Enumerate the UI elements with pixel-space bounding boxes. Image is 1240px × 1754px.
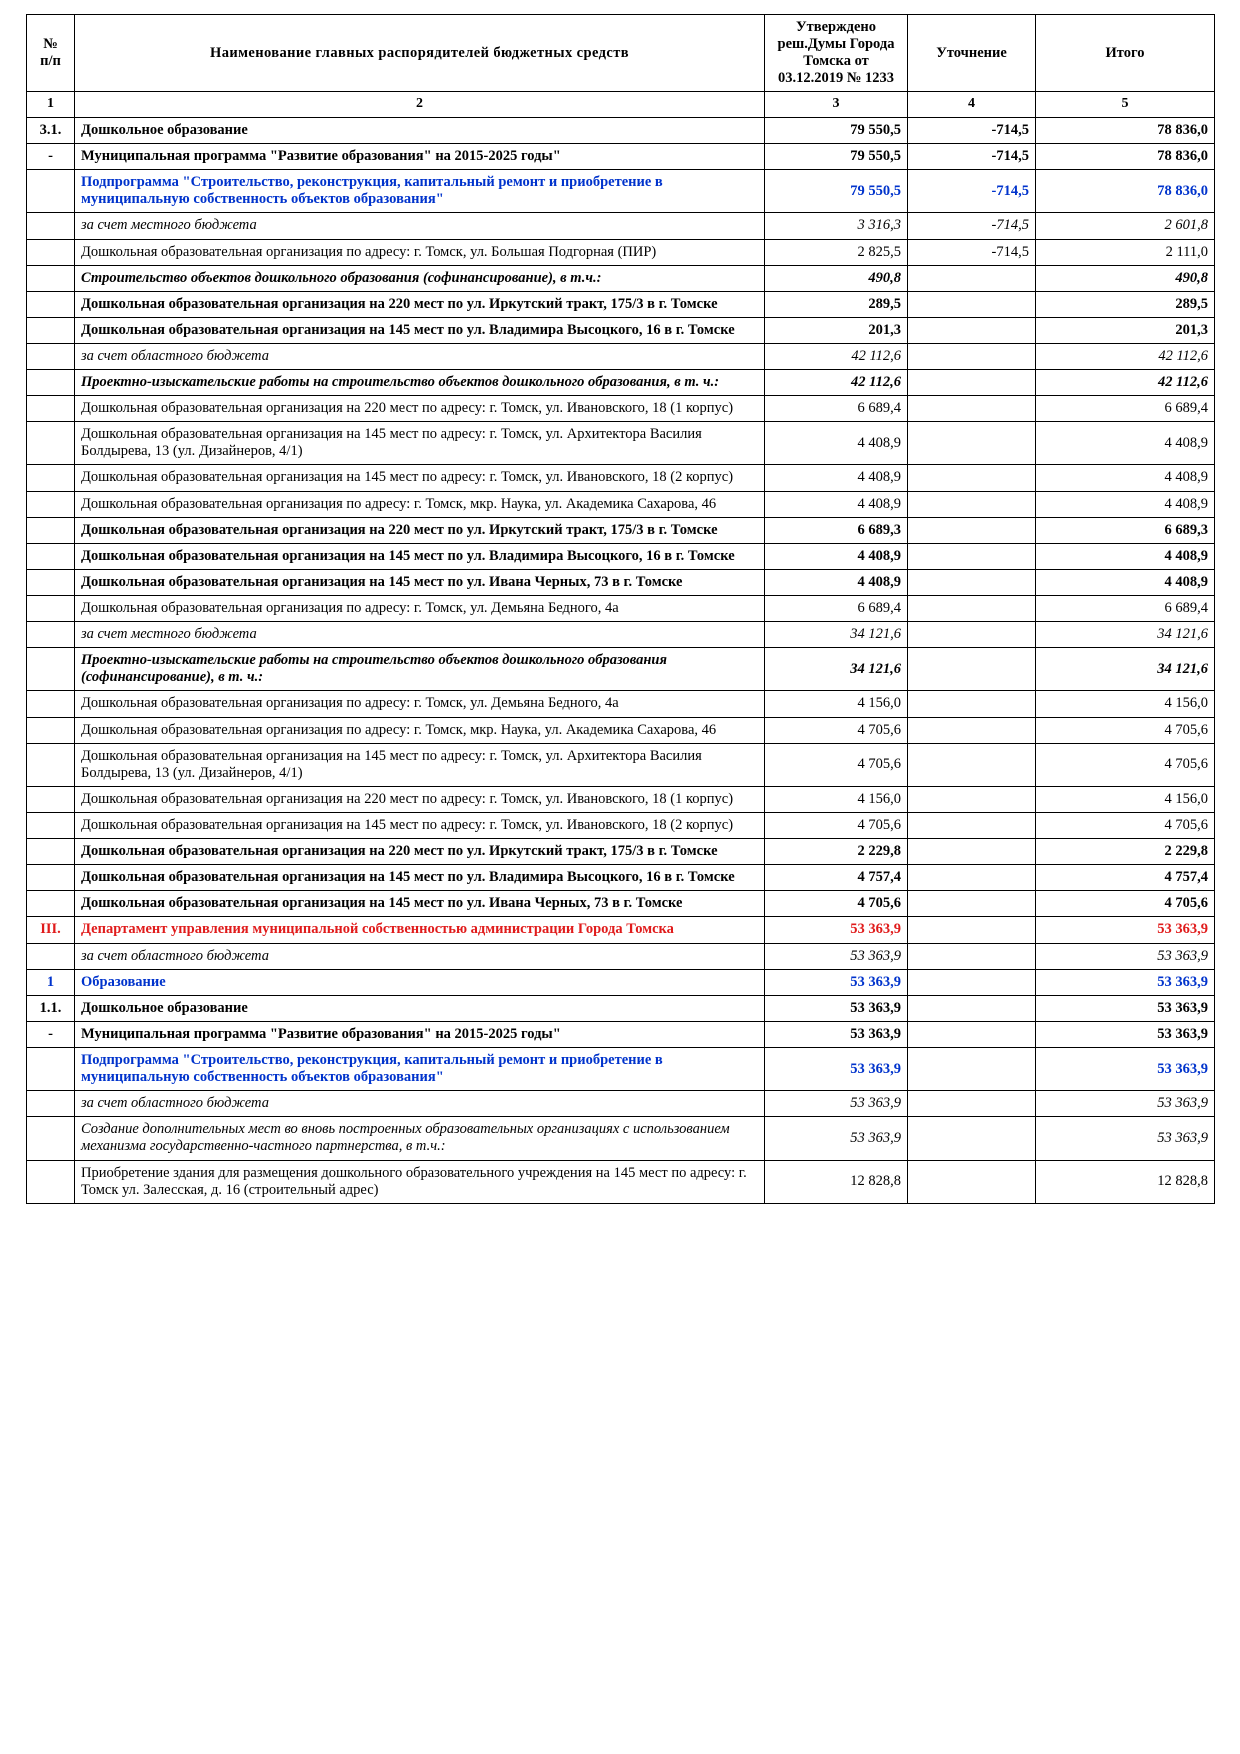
row-approved-value: 42 112,6 xyxy=(765,370,908,396)
row-name: Муниципальная программа "Развитие образования" на 2015-2025 годы" xyxy=(75,1021,765,1047)
row-approved-value: 3 316,3 xyxy=(765,213,908,239)
row-adjustment-value xyxy=(908,1048,1036,1091)
row-total-value: 34 121,6 xyxy=(1036,648,1215,691)
row-approved-value: 289,5 xyxy=(765,291,908,317)
row-index xyxy=(27,396,75,422)
row-index xyxy=(27,517,75,543)
table-row xyxy=(27,343,1215,369)
row-index xyxy=(27,786,75,812)
row-approved-value: 4 705,6 xyxy=(765,891,908,917)
table-row xyxy=(27,491,1215,517)
row-index xyxy=(27,1160,75,1203)
row-approved-value: 79 550,5 xyxy=(765,117,908,143)
row-total-value: 4 705,6 xyxy=(1036,743,1215,786)
row-adjustment-value: -714,5 xyxy=(908,170,1036,213)
row-index xyxy=(27,1091,75,1117)
header-index xyxy=(27,15,75,92)
table-row xyxy=(27,239,1215,265)
table-row xyxy=(27,291,1215,317)
row-approved-value: 53 363,9 xyxy=(765,1048,908,1091)
row-approved-value: 34 121,6 xyxy=(765,622,908,648)
row-total-value: 53 363,9 xyxy=(1036,1117,1215,1160)
row-index xyxy=(27,596,75,622)
table-row xyxy=(27,422,1215,465)
row-name: Дошкольная образовательная организация на 145 мест по ул. Ивана Черных, 73 в г. Томске xyxy=(75,569,765,595)
row-total-value: 2 601,8 xyxy=(1036,213,1215,239)
row-total-value: 289,5 xyxy=(1036,291,1215,317)
row-name: Дошкольная образовательная организация по адресу: г. Томск, ул. Демьяна Бедного, 4а xyxy=(75,596,765,622)
table-row xyxy=(27,969,1215,995)
row-approved-value: 4 705,6 xyxy=(765,813,908,839)
table-row xyxy=(27,839,1215,865)
row-name: Подпрограмма "Строительство, реконструкция, капитальный ремонт и приобретение в муниципальную собственность объектов образования" xyxy=(75,1048,765,1091)
row-name: Департамент управления муниципальной собственностью администрации Города Томска xyxy=(75,917,765,943)
row-approved-value: 6 689,4 xyxy=(765,596,908,622)
row-index xyxy=(27,813,75,839)
row-adjustment-value xyxy=(908,370,1036,396)
table-row xyxy=(27,117,1215,143)
row-adjustment-value xyxy=(908,813,1036,839)
row-approved-value: 4 408,9 xyxy=(765,465,908,491)
table-row xyxy=(27,786,1215,812)
row-approved-value: 12 828,8 xyxy=(765,1160,908,1203)
row-total-value: 42 112,6 xyxy=(1036,370,1215,396)
row-approved-value: 42 112,6 xyxy=(765,343,908,369)
row-index xyxy=(27,543,75,569)
row-index xyxy=(27,717,75,743)
row-adjustment-value xyxy=(908,491,1036,517)
row-index xyxy=(27,622,75,648)
row-approved-value: 4 156,0 xyxy=(765,691,908,717)
row-index: 1 xyxy=(27,969,75,995)
table-row xyxy=(27,213,1215,239)
colnum-5: 5 xyxy=(1036,92,1215,118)
row-index xyxy=(27,291,75,317)
row-adjustment-value: -714,5 xyxy=(908,239,1036,265)
row-adjustment-value xyxy=(908,1021,1036,1047)
row-total-value: 34 121,6 xyxy=(1036,622,1215,648)
header-index-line2: п/п xyxy=(40,53,61,70)
row-adjustment-value xyxy=(908,1091,1036,1117)
row-approved-value: 53 363,9 xyxy=(765,917,908,943)
table-row xyxy=(27,813,1215,839)
row-adjustment-value xyxy=(908,1160,1036,1203)
row-index: 1.1. xyxy=(27,995,75,1021)
row-adjustment-value xyxy=(908,317,1036,343)
row-adjustment-value xyxy=(908,717,1036,743)
row-name: за счет местного бюджета xyxy=(75,622,765,648)
row-index xyxy=(27,648,75,691)
row-name: Дошкольная образовательная организация на 145 мест по адресу: г. Томск, ул. Ивановского, 18 (2 корпус) xyxy=(75,813,765,839)
table-row xyxy=(27,465,1215,491)
colnum-1: 1 xyxy=(27,92,75,118)
row-approved-value: 201,3 xyxy=(765,317,908,343)
row-approved-value: 53 363,9 xyxy=(765,1021,908,1047)
row-name: за счет областного бюджета xyxy=(75,943,765,969)
row-index xyxy=(27,839,75,865)
row-name: Дошкольная образовательная организация по адресу: г. Томск, мкр. Наука, ул. Академика Сахарова, 46 xyxy=(75,717,765,743)
row-name: Дошкольная образовательная организация на 145 мест по адресу: г. Томск, ул. Архитектора Василия Болдырева, 13 (ул. Дизайнеров, 4/1) xyxy=(75,422,765,465)
row-approved-value: 4 757,4 xyxy=(765,865,908,891)
row-adjustment-value xyxy=(908,865,1036,891)
table-row xyxy=(27,543,1215,569)
row-name: за счет областного бюджета xyxy=(75,1091,765,1117)
row-total-value: 6 689,4 xyxy=(1036,596,1215,622)
table-row xyxy=(27,396,1215,422)
table-row xyxy=(27,622,1215,648)
row-name: Проектно-изыскательские работы на строительство объектов дошкольного образования, в т. ч.: xyxy=(75,370,765,396)
row-name: Дошкольная образовательная организация на 220 мест по ул. Иркутский тракт, 175/3 в г. Томске xyxy=(75,517,765,543)
row-total-value: 4 757,4 xyxy=(1036,865,1215,891)
row-index xyxy=(27,491,75,517)
row-total-value: 6 689,4 xyxy=(1036,396,1215,422)
row-total-value: 4 156,0 xyxy=(1036,786,1215,812)
row-approved-value: 6 689,4 xyxy=(765,396,908,422)
row-adjustment-value xyxy=(908,943,1036,969)
row-name: Подпрограмма "Строительство, реконструкция, капитальный ремонт и приобретение в муниципальную собственность объектов образования" xyxy=(75,170,765,213)
row-index xyxy=(27,1048,75,1091)
row-adjustment-value xyxy=(908,691,1036,717)
table-row xyxy=(27,596,1215,622)
row-adjustment-value xyxy=(908,291,1036,317)
table-row xyxy=(27,1021,1215,1047)
row-total-value: 42 112,6 xyxy=(1036,343,1215,369)
row-index xyxy=(27,691,75,717)
row-approved-value: 53 363,9 xyxy=(765,995,908,1021)
row-name: Строительство объектов дошкольного образования (софинансирование), в т.ч.: xyxy=(75,265,765,291)
row-index: 3.1. xyxy=(27,117,75,143)
row-total-value: 4 408,9 xyxy=(1036,465,1215,491)
table-row xyxy=(27,865,1215,891)
row-index xyxy=(27,865,75,891)
row-approved-value: 4 705,6 xyxy=(765,743,908,786)
row-total-value: 2 111,0 xyxy=(1036,239,1215,265)
row-total-value: 53 363,9 xyxy=(1036,943,1215,969)
row-adjustment-value xyxy=(908,422,1036,465)
table-body xyxy=(27,117,1215,1203)
row-approved-value: 4 408,9 xyxy=(765,422,908,465)
row-adjustment-value xyxy=(908,891,1036,917)
row-index xyxy=(27,343,75,369)
table-row xyxy=(27,943,1215,969)
row-index xyxy=(27,370,75,396)
row-approved-value: 34 121,6 xyxy=(765,648,908,691)
row-approved-value: 4 156,0 xyxy=(765,786,908,812)
row-approved-value: 4 408,9 xyxy=(765,569,908,595)
row-adjustment-value xyxy=(908,396,1036,422)
row-name: Приобретение здания для размещения дошкольного образовательного учреждения на 145 мест по адресу: г. Томск ул. Залесская, д. 16 (строительный адрес) xyxy=(75,1160,765,1203)
row-name: Дошкольная образовательная организация на 220 мест по адресу: г. Томск, ул. Ивановского, 18 (1 корпус) xyxy=(75,396,765,422)
row-name: Дошкольная образовательная организация на 220 мест по адресу: г. Томск, ул. Ивановского, 18 (1 корпус) xyxy=(75,786,765,812)
row-name: Создание дополнительных мест во вновь построенных образовательных организациях с использованием механизма государственно-частного партнерства, в т.ч.: xyxy=(75,1117,765,1160)
row-approved-value: 490,8 xyxy=(765,265,908,291)
row-approved-value: 4 408,9 xyxy=(765,543,908,569)
row-total-value: 53 363,9 xyxy=(1036,917,1215,943)
table-row xyxy=(27,1091,1215,1117)
row-approved-value: 53 363,9 xyxy=(765,943,908,969)
row-adjustment-value xyxy=(908,917,1036,943)
row-adjustment-value xyxy=(908,839,1036,865)
row-name: Дошкольная образовательная организация по адресу: г. Томск, ул. Демьяна Бедного, 4а xyxy=(75,691,765,717)
row-name: Дошкольная образовательная организация на 145 мест по адресу: г. Томск, ул. Ивановского, 18 (2 корпус) xyxy=(75,465,765,491)
colnum-3: 3 xyxy=(765,92,908,118)
row-adjustment-value: -714,5 xyxy=(908,117,1036,143)
header-adjustment: Уточнение xyxy=(908,15,1036,92)
row-adjustment-value xyxy=(908,622,1036,648)
row-total-value: 4 705,6 xyxy=(1036,891,1215,917)
row-name: Дошкольное образование xyxy=(75,117,765,143)
row-adjustment-value xyxy=(908,1117,1036,1160)
row-name: за счет местного бюджета xyxy=(75,213,765,239)
row-name: Дошкольная образовательная организация на 145 мест по ул. Владимира Высоцкого, 16 в г. Томске xyxy=(75,865,765,891)
header-approved: Утверждено реш.Думы Города Томска от 03.12.2019 № 1233 xyxy=(765,15,908,92)
table-row xyxy=(27,1048,1215,1091)
table-row xyxy=(27,691,1215,717)
row-approved-value: 6 689,3 xyxy=(765,517,908,543)
table-row xyxy=(27,1117,1215,1160)
row-total-value: 490,8 xyxy=(1036,265,1215,291)
row-adjustment-value xyxy=(908,465,1036,491)
row-name: Дошкольная образовательная организация по адресу: г. Томск, ул. Большая Подгорная (ПИР) xyxy=(75,239,765,265)
row-name: Проектно-изыскательские работы на строительство объектов дошкольного образования (софинансирование), в т. ч.: xyxy=(75,648,765,691)
row-index xyxy=(27,317,75,343)
row-total-value: 4 408,9 xyxy=(1036,422,1215,465)
row-name: Дошкольная образовательная организация на 145 мест по ул. Ивана Черных, 73 в г. Томске xyxy=(75,891,765,917)
row-total-value: 53 363,9 xyxy=(1036,969,1215,995)
row-approved-value: 53 363,9 xyxy=(765,969,908,995)
row-total-value: 4 408,9 xyxy=(1036,569,1215,595)
row-total-value: 78 836,0 xyxy=(1036,170,1215,213)
row-index xyxy=(27,465,75,491)
table-row xyxy=(27,170,1215,213)
row-index: - xyxy=(27,1021,75,1047)
row-total-value: 78 836,0 xyxy=(1036,144,1215,170)
row-name: Дошкольная образовательная организация на 220 мест по ул. Иркутский тракт, 175/3 в г. Томске xyxy=(75,291,765,317)
table-header-row xyxy=(27,15,1215,92)
table-row xyxy=(27,917,1215,943)
row-approved-value: 79 550,5 xyxy=(765,144,908,170)
row-approved-value: 4 408,9 xyxy=(765,491,908,517)
header-index-line1: № xyxy=(43,36,58,53)
row-total-value: 53 363,9 xyxy=(1036,1091,1215,1117)
row-index: - xyxy=(27,144,75,170)
table-row xyxy=(27,569,1215,595)
colnum-2: 2 xyxy=(75,92,765,118)
row-index xyxy=(27,265,75,291)
colnum-4: 4 xyxy=(908,92,1036,118)
row-adjustment-value xyxy=(908,517,1036,543)
row-total-value: 78 836,0 xyxy=(1036,117,1215,143)
row-index xyxy=(27,170,75,213)
row-total-value: 4 705,6 xyxy=(1036,813,1215,839)
budget-table xyxy=(26,14,1215,1204)
row-name: Образование xyxy=(75,969,765,995)
table-row xyxy=(27,995,1215,1021)
row-name: Дошкольная образовательная организация на 145 мест по ул. Владимира Высоцкого, 16 в г. Томске xyxy=(75,317,765,343)
row-adjustment-value xyxy=(908,648,1036,691)
row-approved-value: 79 550,5 xyxy=(765,170,908,213)
row-total-value: 12 828,8 xyxy=(1036,1160,1215,1203)
row-name: Дошкольная образовательная организация на 145 мест по адресу: г. Томск, ул. Архитектора Василия Болдырева, 13 (ул. Дизайнеров, 4/1) xyxy=(75,743,765,786)
row-adjustment-value xyxy=(908,743,1036,786)
row-total-value: 201,3 xyxy=(1036,317,1215,343)
table-row xyxy=(27,370,1215,396)
row-adjustment-value xyxy=(908,969,1036,995)
row-name: Дошкольная образовательная организация на 220 мест по ул. Иркутский тракт, 175/3 в г. Томске xyxy=(75,839,765,865)
row-total-value: 53 363,9 xyxy=(1036,1021,1215,1047)
row-adjustment-value xyxy=(908,786,1036,812)
row-index xyxy=(27,743,75,786)
table-row xyxy=(27,265,1215,291)
row-adjustment-value xyxy=(908,569,1036,595)
row-adjustment-value xyxy=(908,343,1036,369)
row-name: Дошкольная образовательная организация по адресу: г. Томск, мкр. Наука, ул. Академика Сахарова, 46 xyxy=(75,491,765,517)
row-approved-value: 2 229,8 xyxy=(765,839,908,865)
row-index xyxy=(27,213,75,239)
row-total-value: 4 705,6 xyxy=(1036,717,1215,743)
row-index xyxy=(27,943,75,969)
row-approved-value: 53 363,9 xyxy=(765,1117,908,1160)
table-row xyxy=(27,648,1215,691)
table-column-number-row xyxy=(27,92,1215,118)
row-index: III. xyxy=(27,917,75,943)
row-total-value: 6 689,3 xyxy=(1036,517,1215,543)
table-row xyxy=(27,717,1215,743)
row-approved-value: 2 825,5 xyxy=(765,239,908,265)
row-index xyxy=(27,239,75,265)
table-row xyxy=(27,317,1215,343)
row-adjustment-value xyxy=(908,995,1036,1021)
table-row xyxy=(27,1160,1215,1203)
row-approved-value: 4 705,6 xyxy=(765,717,908,743)
row-index xyxy=(27,569,75,595)
row-adjustment-value xyxy=(908,596,1036,622)
row-name: за счет областного бюджета xyxy=(75,343,765,369)
row-total-value: 2 229,8 xyxy=(1036,839,1215,865)
row-adjustment-value xyxy=(908,543,1036,569)
table-row xyxy=(27,144,1215,170)
table-row xyxy=(27,517,1215,543)
row-total-value: 4 408,9 xyxy=(1036,543,1215,569)
row-index xyxy=(27,1117,75,1160)
row-adjustment-value: -714,5 xyxy=(908,144,1036,170)
row-total-value: 53 363,9 xyxy=(1036,995,1215,1021)
row-index xyxy=(27,891,75,917)
row-index xyxy=(27,422,75,465)
header-total: Итого xyxy=(1036,15,1215,92)
row-adjustment-value: -714,5 xyxy=(908,213,1036,239)
row-name: Дошкольное образование xyxy=(75,995,765,1021)
table-row xyxy=(27,891,1215,917)
table-row xyxy=(27,743,1215,786)
row-total-value: 53 363,9 xyxy=(1036,1048,1215,1091)
row-total-value: 4 156,0 xyxy=(1036,691,1215,717)
row-approved-value: 53 363,9 xyxy=(765,1091,908,1117)
header-name: Наименование главных распорядителей бюджетных средств xyxy=(75,15,765,92)
row-total-value: 4 408,9 xyxy=(1036,491,1215,517)
row-name: Муниципальная программа "Развитие образования" на 2015-2025 годы" xyxy=(75,144,765,170)
row-adjustment-value xyxy=(908,265,1036,291)
row-name: Дошкольная образовательная организация на 145 мест по ул. Владимира Высоцкого, 16 в г. Томске xyxy=(75,543,765,569)
